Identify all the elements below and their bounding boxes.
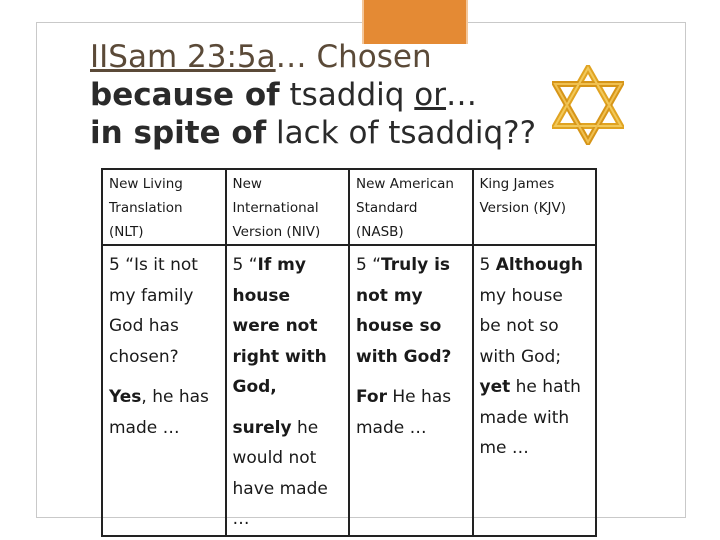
title-reference: IISam 23:5a <box>90 39 276 75</box>
kjv-verse-b: he hath made with me … <box>479 377 587 458</box>
header-nasb: New American Standard (NASB) <box>349 169 473 245</box>
title-line3-rest: lack of tsaddiq?? <box>266 115 537 151</box>
title-line-2 <box>90 76 610 114</box>
header-niv: New International Version (NIV) <box>226 169 350 245</box>
niv-verse-num: 5 “ <box>232 255 258 275</box>
cell-nlt <box>102 245 226 536</box>
title-line1-rest: … Chosen <box>275 39 432 75</box>
title-because-of: because of <box>90 77 280 113</box>
translation-table <box>101 168 597 537</box>
niv-surely: surely <box>232 417 292 438</box>
kjv-yet: yet <box>479 377 511 397</box>
table-header-row <box>102 169 596 245</box>
kjv-although: Although <box>495 255 584 275</box>
table-body-row <box>102 245 596 536</box>
slide-title <box>90 38 610 152</box>
kjv-verse-a: my house be not so with God; <box>479 255 589 367</box>
kjv-verse-num: 5 <box>479 255 496 275</box>
star-of-david-icon <box>552 65 624 145</box>
niv-verse-a: If my house were not right with God, <box>232 255 327 397</box>
cell-nasb <box>349 245 473 536</box>
nasb-for: For <box>356 387 387 407</box>
title-line2-end: … <box>446 77 478 113</box>
nasb-verse-a: Truly is not my house so with God? <box>356 255 452 367</box>
nlt-yes: Yes <box>109 387 142 407</box>
title-line2-mid: tsaddiq <box>279 77 415 113</box>
title-line-1 <box>90 38 610 76</box>
niv-verse-b: he would not have made … <box>232 417 334 529</box>
nlt-verse-b: , he has made … <box>109 387 209 438</box>
header-kjv: King James Version (KJV) <box>473 169 597 245</box>
title-line-3 <box>90 114 610 152</box>
nasb-verse-b: He has made … <box>356 387 457 438</box>
cell-niv <box>226 245 350 536</box>
header-nlt: New Living Translation (NLT) <box>102 169 226 245</box>
nasb-verse-num: 5 “ <box>356 255 382 275</box>
cell-kjv <box>473 245 597 536</box>
title-or: or <box>414 77 447 113</box>
title-in-spite-of: in spite of <box>90 115 267 151</box>
nlt-verse-a: 5 “Is it not my family God has chosen? <box>109 255 198 367</box>
